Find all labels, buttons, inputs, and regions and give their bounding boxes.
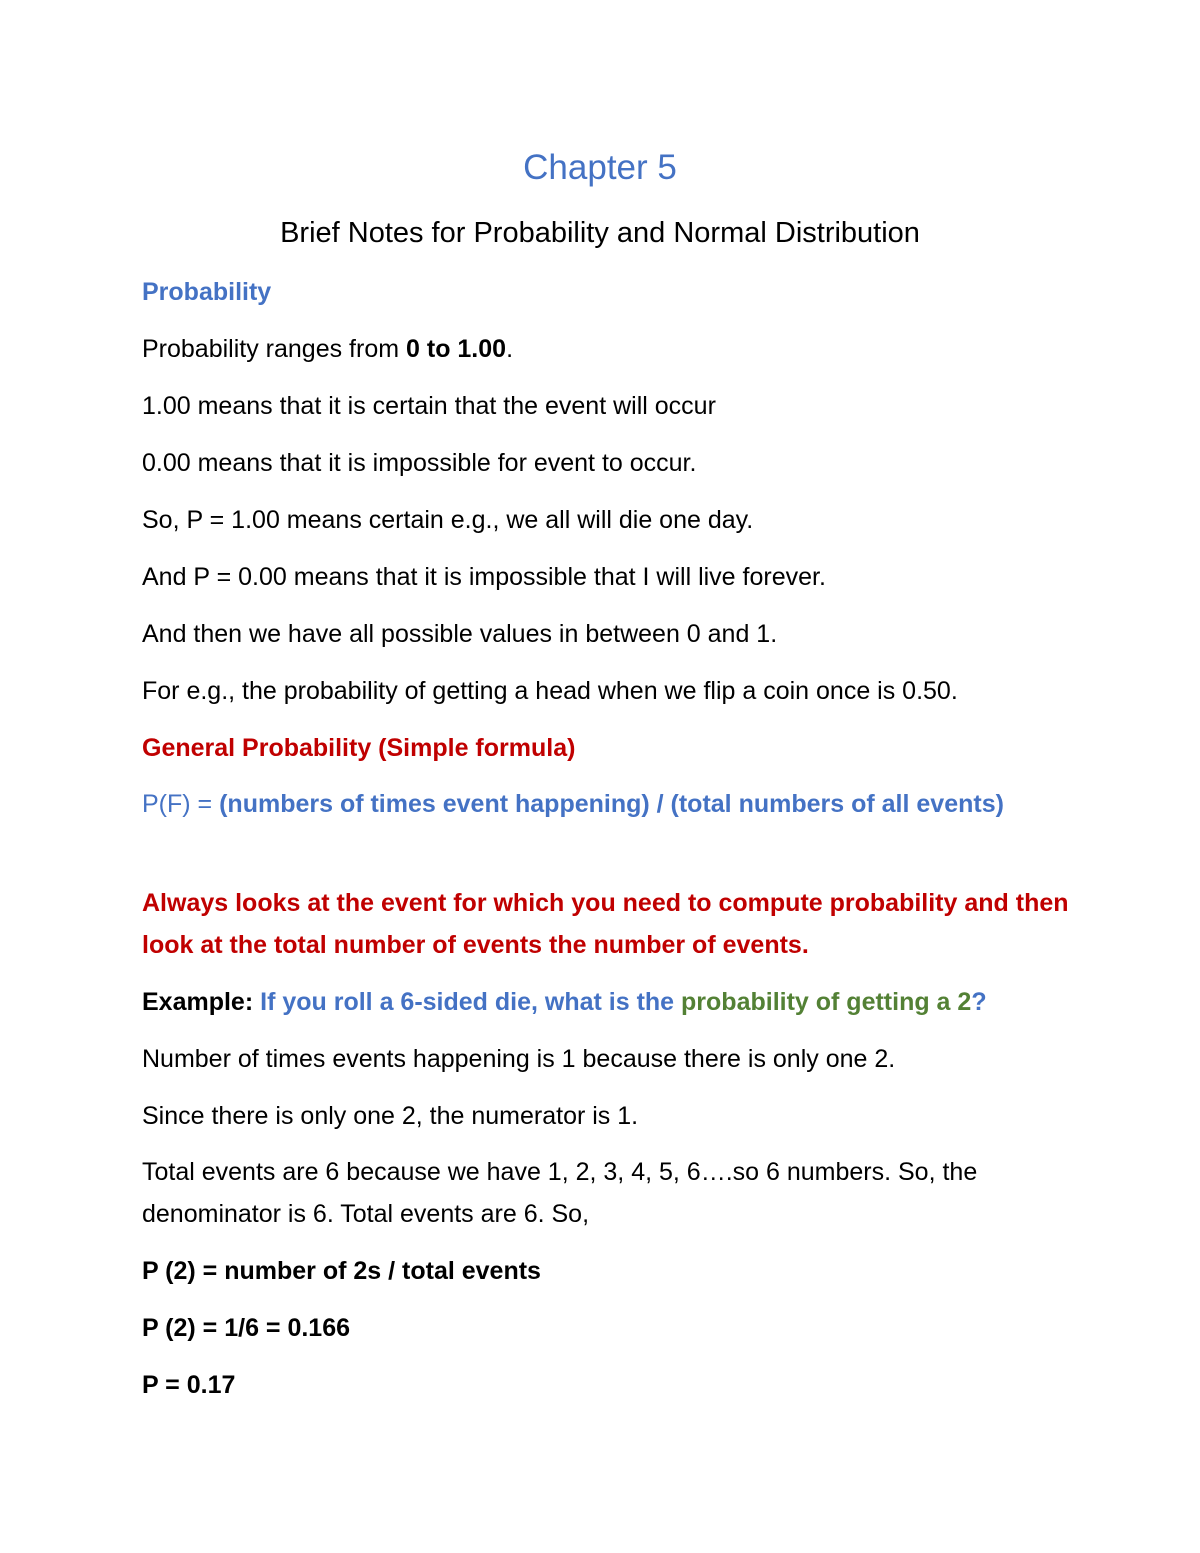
- example-question-end: ?: [971, 988, 987, 1016]
- between-line: And then we have all possible values in between 0 and 1.: [142, 620, 778, 648]
- range-suffix: .: [506, 335, 514, 363]
- example-line: [142, 981, 987, 1023]
- range-bold: 0 to 1.00: [406, 335, 507, 363]
- numerator-line: Since there is only one 2, the numerator is 1.: [142, 1102, 639, 1130]
- formula-bold: (numbers of times event happening) / (total numbers of all events): [219, 790, 1004, 818]
- heading-probability: Probability: [142, 278, 272, 306]
- range-prefix: Probability ranges from: [142, 335, 407, 363]
- p-zero-line: And P = 0.00 means that it is impossible that I will live forever.: [142, 563, 826, 591]
- impossible-line: 0.00 means that it is impossible for event to occur.: [142, 449, 697, 477]
- example-question: If you roll a 6-sided die, what is the: [253, 988, 682, 1016]
- always-note: Always looks at the event for which you need to compute probability and then look at the total number of events the number of events.: [142, 889, 1069, 959]
- total-events-line: Total events are 6 because we have 1, 2, 3, 4, 5, 6….so 6 numbers. So, the denominator is 6. Total events are 6. So,: [142, 1158, 978, 1228]
- p-one-line: So, P = 1.00 means certain e.g., we all will die one day.: [142, 506, 754, 534]
- coin-line: For e.g., the probability of getting a head when we flip a coin once is 0.50.: [142, 677, 958, 705]
- document-subtitle: Brief Notes for Probability and Normal Distribution: [280, 217, 920, 249]
- example-label: Example:: [142, 988, 254, 1016]
- calc-p2: P (2) = 1/6 = 0.166: [142, 1314, 351, 1342]
- heading-general-probability: General Probability (Simple formula): [142, 734, 576, 762]
- probability-range-line: [142, 328, 513, 370]
- result-line: P = 0.17: [142, 1371, 236, 1399]
- numerator-count-line: Number of times events happening is 1 because there is only one 2.: [142, 1045, 896, 1073]
- formula-prefix: P(F) =: [142, 790, 220, 818]
- certain-line: 1.00 means that it is certain that the event will occur: [142, 392, 716, 420]
- formula-line: [142, 783, 1072, 825]
- chapter-title: Chapter 5: [523, 148, 677, 187]
- formula-p2: P (2) = number of 2s / total events: [142, 1257, 541, 1285]
- example-question-highlight: probability of getting a 2: [681, 988, 972, 1016]
